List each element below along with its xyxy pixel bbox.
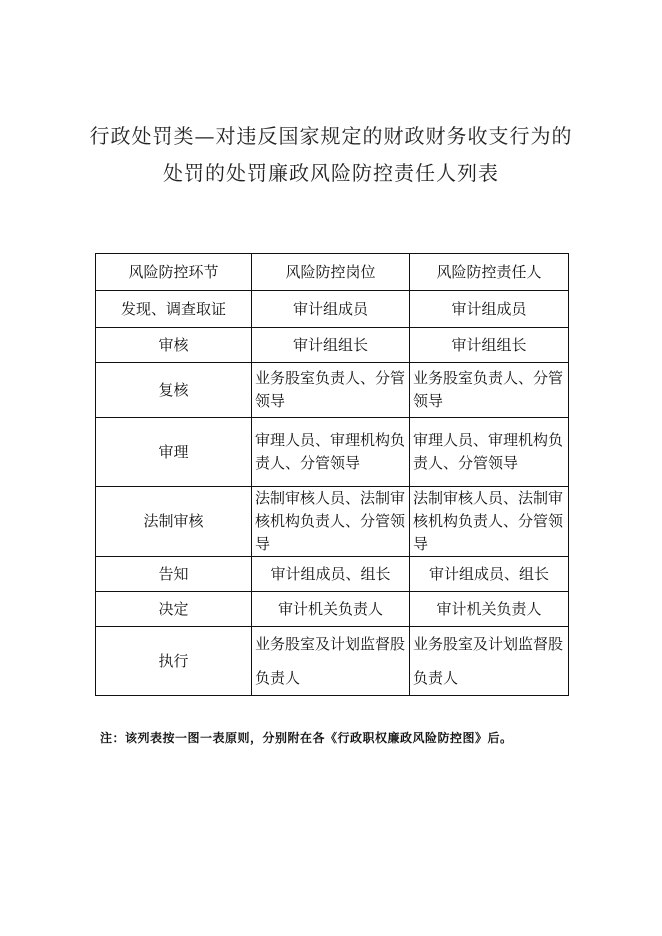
- table-row: [96, 557, 569, 592]
- table-row: [96, 592, 569, 627]
- table-row: [96, 627, 569, 696]
- post-cell: 审计组成员: [252, 291, 410, 328]
- post-cell: 审计机关负责人: [252, 592, 410, 627]
- person-cell: 审计组成员、组长: [410, 557, 569, 592]
- stage-cell: 发现、调查取证: [96, 291, 252, 328]
- post-cell: 审计组组长: [252, 328, 410, 363]
- post-cell: 法制审核人员、法制审核机构负责人、分管领导: [252, 487, 410, 557]
- person-cell: 业务股室及计划监督股负责人: [410, 627, 569, 696]
- stage-cell: 执行: [96, 627, 252, 696]
- person-cell: 审计机关负责人: [410, 592, 569, 627]
- person-cell: 业务股室负责人、分管领导: [410, 363, 569, 418]
- document-title-line-1: 行政处罚类—对违反国家规定的财政财务收支行为的: [89, 124, 573, 148]
- stage-cell: 决定: [96, 592, 252, 627]
- post-cell: 业务股室及计划监督股负责人: [252, 627, 410, 696]
- header-cell-post: 风险防控岗位: [252, 254, 410, 291]
- post-cell: 业务股室负责人、分管领导: [252, 363, 410, 418]
- stage-cell: 复核: [96, 363, 252, 418]
- table-header-row: [96, 254, 569, 291]
- stage-cell: 告知: [96, 557, 252, 592]
- header-cell-person: 风险防控责任人: [410, 254, 569, 291]
- stage-cell: 法制审核: [96, 487, 252, 557]
- table-row: [96, 363, 569, 418]
- responsibility-table: [95, 253, 569, 696]
- table-row: [96, 328, 569, 363]
- table-row: [96, 487, 569, 557]
- document-title-line-2: 处罚的处罚廉政风险防控责任人列表: [163, 161, 499, 185]
- person-cell: 审理人员、审理机构负责人、分管领导: [410, 418, 569, 487]
- stage-cell: 审核: [96, 328, 252, 363]
- header-cell-stage: 风险防控环节: [96, 254, 252, 291]
- table-row: [96, 291, 569, 328]
- person-cell: 审计组组长: [410, 328, 569, 363]
- stage-cell: 审理: [96, 418, 252, 487]
- table-row: [96, 418, 569, 487]
- person-cell: 法制审核人员、法制审核机构负责人、分管领导: [410, 487, 569, 557]
- footnote: 注：该列表按一图一表原则，分别附在各《行政职权廉政风险防控图》后。: [100, 731, 513, 745]
- post-cell: 审计组成员、组长: [252, 557, 410, 592]
- post-cell: 审理人员、审理机构负责人、分管领导: [252, 418, 410, 487]
- person-cell: 审计组成员: [410, 291, 569, 328]
